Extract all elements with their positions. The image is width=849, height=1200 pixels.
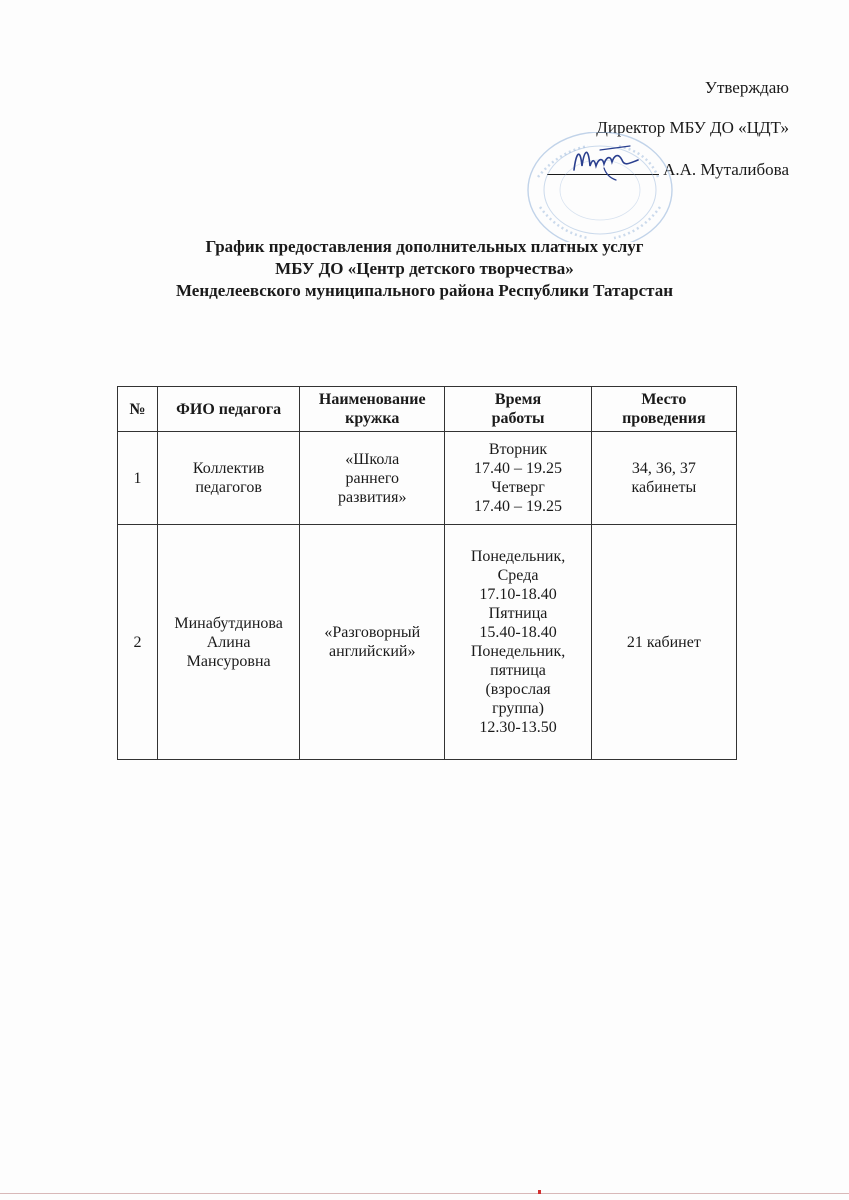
cell-time-line: (взрослая [485,681,551,698]
table-header-row [118,387,737,432]
cell-time-line: пятница [490,662,546,679]
header-place [591,387,736,432]
cell-fio-line: Минабутдинова [174,614,283,632]
cell-time [445,432,591,525]
header-name-l1: Наименование [318,391,426,408]
cell-num: 2 [118,525,158,760]
cell-num: 1 [118,432,158,525]
signer-name: А.А. Муталибова [663,160,789,179]
header-fio: ФИО педагога [158,387,300,432]
cell-fio-line: педагогов [195,479,262,496]
table-row [118,432,737,525]
header-time-l2: работы [491,410,545,427]
cell-place [591,525,736,760]
header-place-l1: Место [641,391,687,408]
header-name-l2: кружка [345,410,400,427]
cell-place-line: 21 кабинет [626,633,701,651]
cell-time-line: Среда [497,567,539,584]
scan-edge-line [0,1193,849,1194]
cell-name [300,525,445,760]
cell-place-line: кабинеты [631,479,697,496]
cell-fio-line: Алина [206,633,251,651]
title-line-1: График предоставления дополнительных платных услуг [205,237,644,256]
cell-name-line: английский» [328,643,416,660]
header-place-l2: проведения [622,410,706,427]
cell-fio-line: Коллектив [192,460,265,477]
cell-time-line: Четверг [491,479,545,496]
cell-time-line: Понедельник, [470,643,566,660]
cell-place-line: 34, 36, 37 [631,460,696,477]
schedule-table [117,386,737,760]
approve-word: Утверждаю [704,78,789,97]
cell-name-line: «Разговорный [324,624,421,641]
header-num: № [118,387,158,432]
cell-time [445,525,591,760]
cell-time-line: 15.40-18.40 [479,624,557,641]
header-time [445,387,591,432]
cell-time-line: 17.40 – 19.25 [474,498,563,515]
cell-time-line: 12.30-13.50 [479,719,557,736]
title-line-2: МБУ ДО «Центр детского творчества» [275,259,574,278]
cell-time-line: Вторник [488,441,548,458]
title-line-3: Менделеевского муниципального района Республики Татарстан [175,281,674,300]
cell-name-line: развития» [338,488,407,506]
signature-icon [570,140,642,182]
cell-fio-line: Мансуровна [186,652,271,670]
cell-time-line: Пятница [488,605,548,622]
header-time-l1: Время [494,391,542,408]
cell-name [300,432,445,525]
director-position: Директор МБУ ДО «ЦДТ» [596,118,789,137]
cell-time-line: 17.10-18.40 [479,586,557,603]
cell-fio [158,525,300,760]
scan-mark [538,1190,541,1194]
header-name [300,387,445,432]
table-row [118,525,737,760]
cell-place [591,432,736,525]
cell-name-line: раннего [345,469,399,487]
cell-time-line: 17.40 – 19.25 [474,460,563,477]
cell-time-line: группа) [492,700,544,717]
document-title [0,236,849,302]
cell-time-line: Понедельник, [470,548,566,565]
cell-name-line: «Школа [345,450,400,468]
cell-fio [158,432,300,525]
